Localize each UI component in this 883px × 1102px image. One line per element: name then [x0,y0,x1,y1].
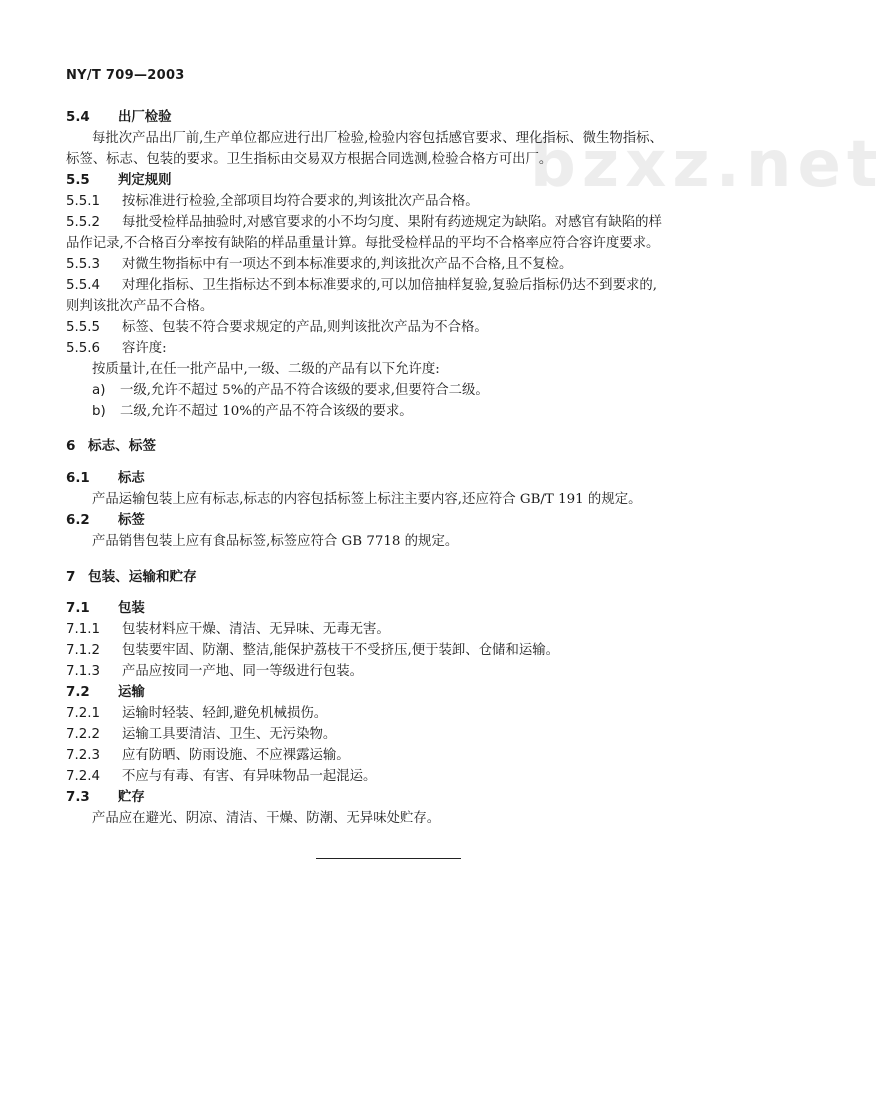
document-id: NY/T 709—2003 [66,68,185,83]
chapter-heading-6: 6 标志、标签 [66,438,156,454]
clause-7-2-1: 7.2.1 运输时轻装、轻卸,避免机械损伤。 [66,706,328,721]
paragraph-line: 按质量计,在任一批产品中,一级、二级的产品有以下允许度: [92,362,440,377]
clause-7-2-3: 7.2.3 应有防晒、防雨设施、不应裸露运输。 [66,748,350,763]
clause-5-5-2: 5.5.2 每批受检样品抽验时,对感官要求的小不均匀度、果附有药迹规定为缺陷。对感官有缺陷的样 [66,215,662,230]
section-heading-5-4: 5.4 出厂检验 [66,110,172,125]
clause-5-5-1: 5.5.1 按标准进行检验,全部项目均符合要求的,判该批次产品合格。 [66,194,479,209]
paragraph-line: 产品销售包装上应有食品标签,标签应符合 GB 7718 的规定。 [92,534,459,549]
clause-5-5-5: 5.5.5 标签、包装不符合要求规定的产品,则判该批次产品为不合格。 [66,320,488,335]
clause-7-1-1: 7.1.1 包装材料应干燥、清洁、无异味、无毒无害。 [66,622,390,637]
section-heading-6-1: 6.1 标志 [66,471,145,486]
clause-5-5-3: 5.5.3 对微生物指标中有一项达不到本标准要求的,判该批次产品不合格,且不复检。 [66,257,573,272]
paragraph-line: 则判该批次产品不合格。 [66,299,214,314]
section-heading-7-1: 7.1 包装 [66,601,145,616]
paragraph-line: 标签、标志、包装的要求。卫生指标由交易双方根据合同选测,检验合格方可出厂。 [66,152,553,167]
section-heading-7-3: 7.3 贮存 [66,790,145,805]
clause-7-1-2: 7.1.2 包装要牢固、防潮、整洁,能保护荔枝干不受挤压,便于装卸、仓储和运输。 [66,643,560,658]
paragraph-line: 产品应在避光、阴凉、清洁、干燥、防潮、无异味处贮存。 [92,811,441,826]
paragraph-line: 产品运输包装上应有标志,标志的内容包括标签上标注主要内容,还应符合 GB/T 191 的规定。 [92,492,642,507]
end-rule [316,858,461,859]
section-heading-6-2: 6.2 标签 [66,513,145,528]
section-heading-7-2: 7.2 运输 [66,685,145,700]
paragraph-line: 每批次产品出厂前,生产单位都应进行出厂检验,检验内容包括感官要求、理化指标、微生物指标、 [92,131,663,146]
list-item-a: a) 一级,允许不超过 5%的产品不符合该级的要求,但要符合二级。 [92,383,489,398]
section-heading-5-5: 5.5 判定规则 [66,173,172,188]
clause-7-1-3: 7.1.3 产品应按同一产地、同一等级进行包装。 [66,664,364,679]
list-item-b: b) 二级,允许不超过 10%的产品不符合该级的要求。 [92,404,413,419]
chapter-heading-7: 7 包装、运输和贮存 [66,569,197,585]
clause-7-2-4: 7.2.4 不应与有毒、有害、有异味物品一起混运。 [66,769,377,784]
paragraph-line: 品作记录,不合格百分率按有缺陷的样品重量计算。每批受检样品的平均不合格率应符合容许度要求。 [66,236,660,251]
clause-5-5-4: 5.5.4 对理化指标、卫生指标达不到本标准要求的,可以加倍抽样复验,复验后指标仍达不到要求的, [66,278,658,293]
clause-7-2-2: 7.2.2 运输工具要清洁、卫生、无污染物。 [66,727,337,742]
watermark: bzxz.net [530,128,883,202]
clause-5-5-6: 5.5.6 容许度: [66,341,167,356]
